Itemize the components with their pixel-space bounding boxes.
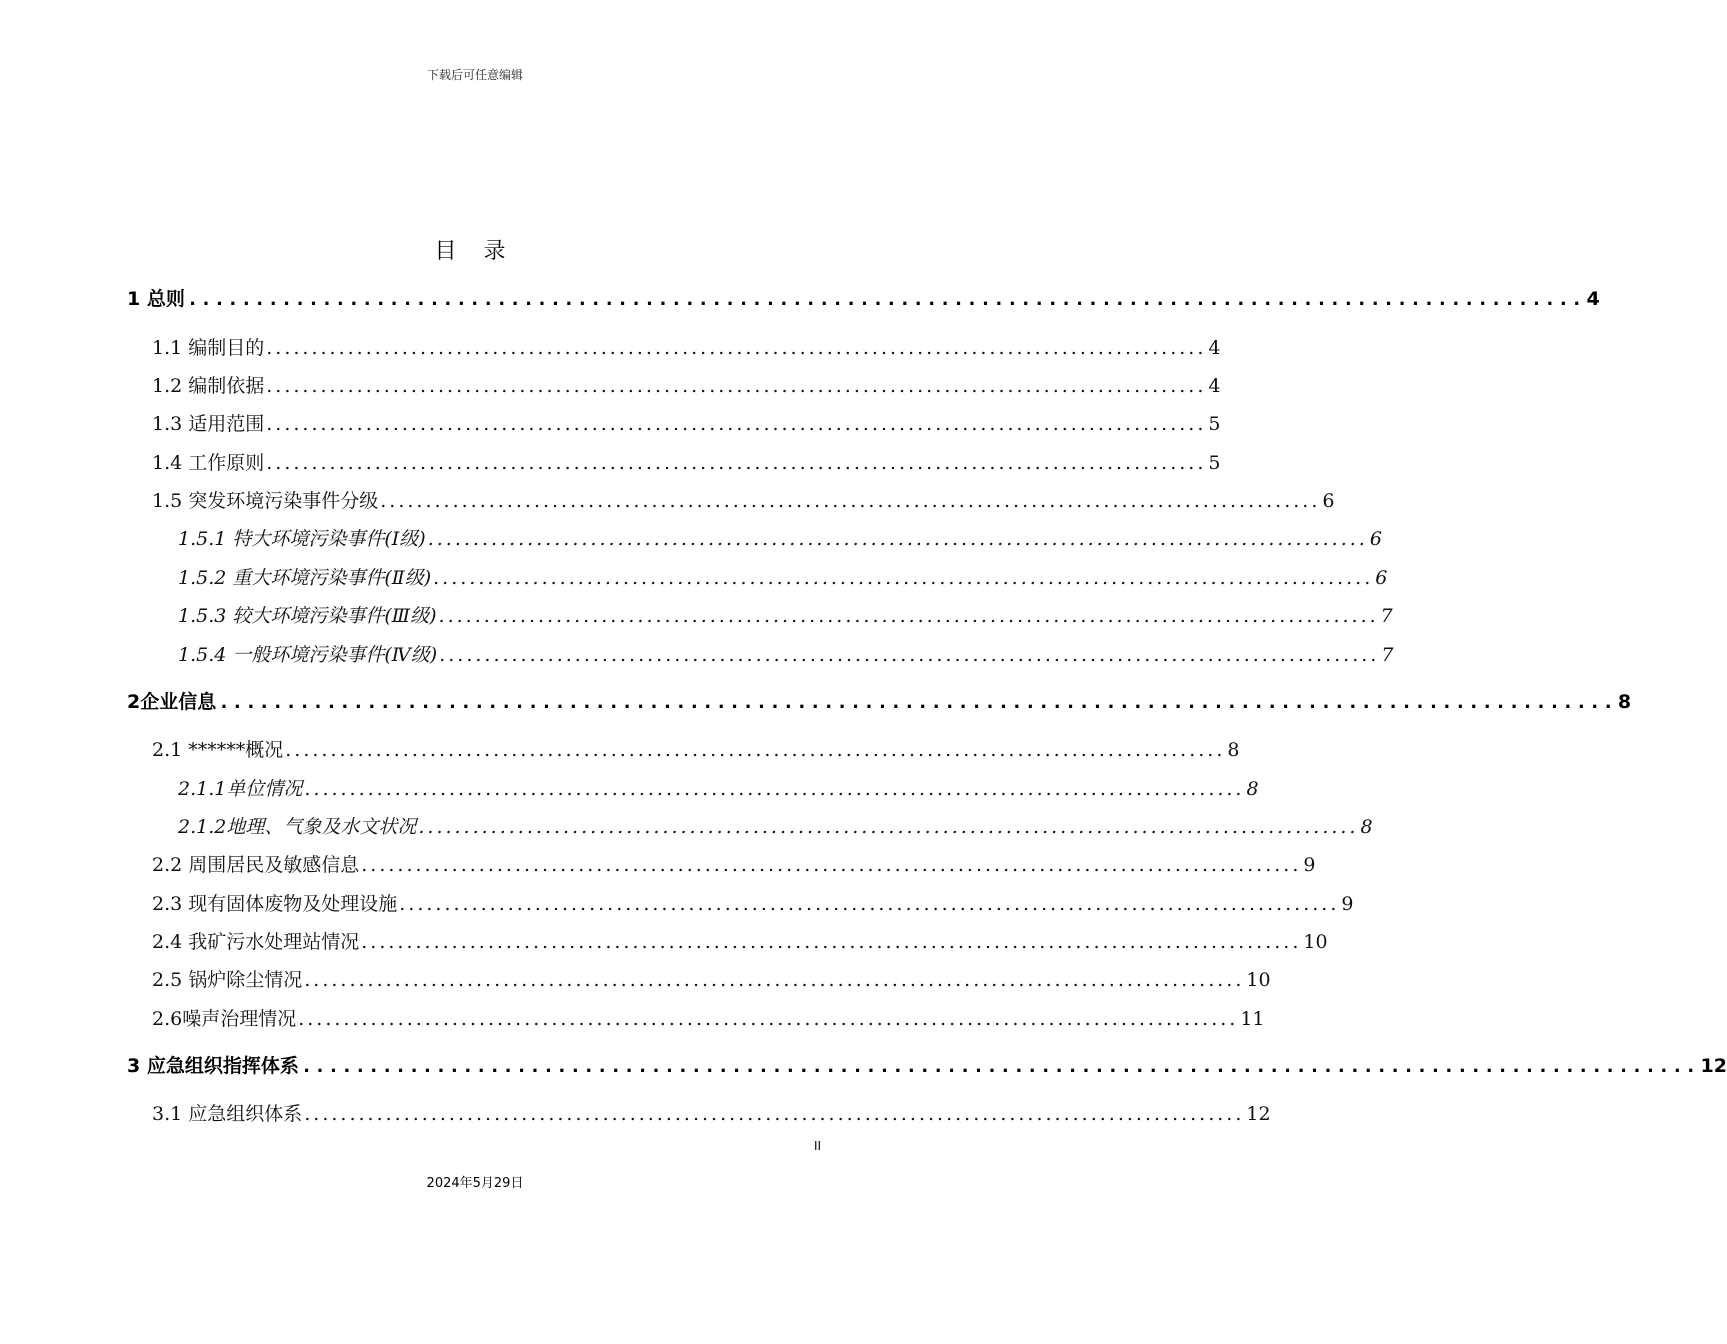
toc-entry-2-2[interactable] xyxy=(152,850,1316,877)
toc-entry-label: 1.3 适用范围 xyxy=(152,413,265,435)
toc-entry-1-5-2[interactable] xyxy=(178,563,1388,590)
dot-leader: ........................................................................................................ xyxy=(399,893,1340,915)
toc-entry-page: 12 xyxy=(1700,1055,1727,1077)
toc-entry-1-5[interactable] xyxy=(152,486,1335,513)
toc-title: 目 录 xyxy=(434,239,516,264)
dot-leader: ........................................................................................................ xyxy=(304,1103,1245,1125)
dot-leader: ........................................................................................................ xyxy=(427,528,1368,550)
toc-entry-label: 1.5.3 较大环境污染事件(Ⅲ级) xyxy=(178,605,437,627)
toc-entry-page: 8 xyxy=(1246,778,1259,800)
toc-entry-3[interactable] xyxy=(127,1051,1727,1078)
toc-entry-label: 2企业信息 xyxy=(127,691,217,713)
toc-entry-page: 8 xyxy=(1617,691,1632,713)
toc-entry-2-1[interactable] xyxy=(152,735,1240,762)
dot-leader: ........................................................................................................ xyxy=(300,1055,1699,1077)
toc-entry-label: 1 总则 xyxy=(127,288,185,310)
dot-leader: ........................................................................................................ xyxy=(285,739,1226,761)
footer-date: 2024年5月29日 xyxy=(426,1176,524,1191)
toc-entry-label: 1.5 突发环境污染事件分级 xyxy=(152,490,379,512)
toc-entry-label: 1.1 编制目的 xyxy=(152,337,265,359)
toc-entry-page: 7 xyxy=(1381,644,1394,666)
toc-entry-page: 6 xyxy=(1375,567,1388,589)
toc-entry-1-5-4[interactable] xyxy=(178,640,1394,667)
toc-entry-1-4[interactable] xyxy=(152,448,1221,475)
toc-entry-page: 5 xyxy=(1208,413,1221,435)
dot-leader: ........................................................................................................ xyxy=(361,931,1302,953)
toc-entry-page: 8 xyxy=(1360,816,1373,838)
toc-entry-page: 6 xyxy=(1369,528,1382,550)
dot-leader: ........................................................................................................ xyxy=(418,816,1359,838)
toc-entry-page: 9 xyxy=(1303,854,1316,876)
toc-entry-page: 6 xyxy=(1322,490,1335,512)
toc-entry-1-5-3[interactable] xyxy=(178,601,1393,628)
dot-leader: ........................................................................................................ xyxy=(304,778,1245,800)
toc-entry-label: 1.5.4 一般环境污染事件(Ⅳ级) xyxy=(178,644,438,666)
toc-entry-page: 4 xyxy=(1208,375,1221,397)
toc-entry-2-1-2[interactable] xyxy=(178,812,1373,839)
toc-entry-label: 2.1 ******概况 xyxy=(152,739,284,761)
toc-entry-page: 9 xyxy=(1341,893,1354,915)
toc-entry-label: 1.2 编制依据 xyxy=(152,375,265,397)
toc-entry-label: 3.1 应急组织体系 xyxy=(152,1103,303,1125)
toc-entry-1-1[interactable] xyxy=(152,333,1221,360)
dot-leader: ........................................................................................................ xyxy=(266,413,1207,435)
header-note: 下载后可任意编辑 xyxy=(426,68,523,82)
dot-leader: ........................................................................................................ xyxy=(361,854,1302,876)
toc-entry-1-5-1[interactable] xyxy=(178,524,1382,551)
toc-entry-label: 2.3 现有固体废物及处理设施 xyxy=(152,893,398,915)
toc-entry-page: 10 xyxy=(1246,969,1271,991)
toc-entry-1-2[interactable] xyxy=(152,371,1221,398)
toc-entry-label: 1.5.1 特大环境污染事件(Ⅰ级) xyxy=(178,528,426,550)
toc-entry-label: 2.1.1单位情况 xyxy=(178,778,303,800)
toc-entry-label: 2.1.2地理、气象及水文状况 xyxy=(178,816,417,838)
toc-entry-page: 8 xyxy=(1227,739,1240,761)
toc-entry-page: 7 xyxy=(1380,605,1393,627)
dot-leader: ........................................................................................................ xyxy=(439,644,1380,666)
dot-leader: ........................................................................................................ xyxy=(266,452,1207,474)
toc-entry-2-6[interactable] xyxy=(152,1004,1265,1031)
dot-leader: ........................................................................................................ xyxy=(298,1008,1239,1030)
toc-entry-label: 2.2 周围居民及敏感信息 xyxy=(152,854,360,876)
toc-entry-3-1[interactable] xyxy=(152,1099,1271,1126)
toc-entry-label: 1.4 工作原则 xyxy=(152,452,265,474)
toc-entry-page: 5 xyxy=(1208,452,1221,474)
dot-leader: ........................................................................................................ xyxy=(266,375,1207,397)
dot-leader: ........................................................................................................ xyxy=(218,691,1616,713)
dot-leader: ........................................................................................................ xyxy=(304,969,1245,991)
dot-leader: ........................................................................................................ xyxy=(433,567,1374,589)
dot-leader: ........................................................................................................ xyxy=(380,490,1321,512)
toc-entry-label: 2.5 锅炉除尘情况 xyxy=(152,969,303,991)
dot-leader: ........................................................................................................ xyxy=(186,288,1585,310)
page-number: II xyxy=(814,1139,822,1153)
toc-entry-label: 2.4 我矿污水处理站情况 xyxy=(152,931,360,953)
toc-entry-page: 11 xyxy=(1240,1008,1265,1030)
toc-entry-page: 12 xyxy=(1246,1103,1271,1125)
toc-entry-1[interactable] xyxy=(127,284,1600,311)
toc-entry-2-1-1[interactable] xyxy=(178,774,1259,801)
toc-entry-2-3[interactable] xyxy=(152,889,1354,916)
toc-entry-page: 10 xyxy=(1303,931,1328,953)
toc-entry-2[interactable] xyxy=(127,687,1632,714)
dot-leader: ........................................................................................................ xyxy=(438,605,1379,627)
toc-entry-label: 3 应急组织指挥体系 xyxy=(127,1055,299,1077)
toc-entry-2-5[interactable] xyxy=(152,965,1271,992)
dot-leader: ........................................................................................................ xyxy=(266,337,1207,359)
toc-entry-label: 2.6噪声治理情况 xyxy=(152,1008,297,1030)
toc-entry-label: 1.5.2 重大环境污染事件(Ⅱ级) xyxy=(178,567,432,589)
toc-entry-page: 4 xyxy=(1208,337,1221,359)
toc-entry-2-4[interactable] xyxy=(152,927,1328,954)
toc-entry-1-3[interactable] xyxy=(152,409,1221,436)
toc-entry-page: 4 xyxy=(1586,288,1600,310)
